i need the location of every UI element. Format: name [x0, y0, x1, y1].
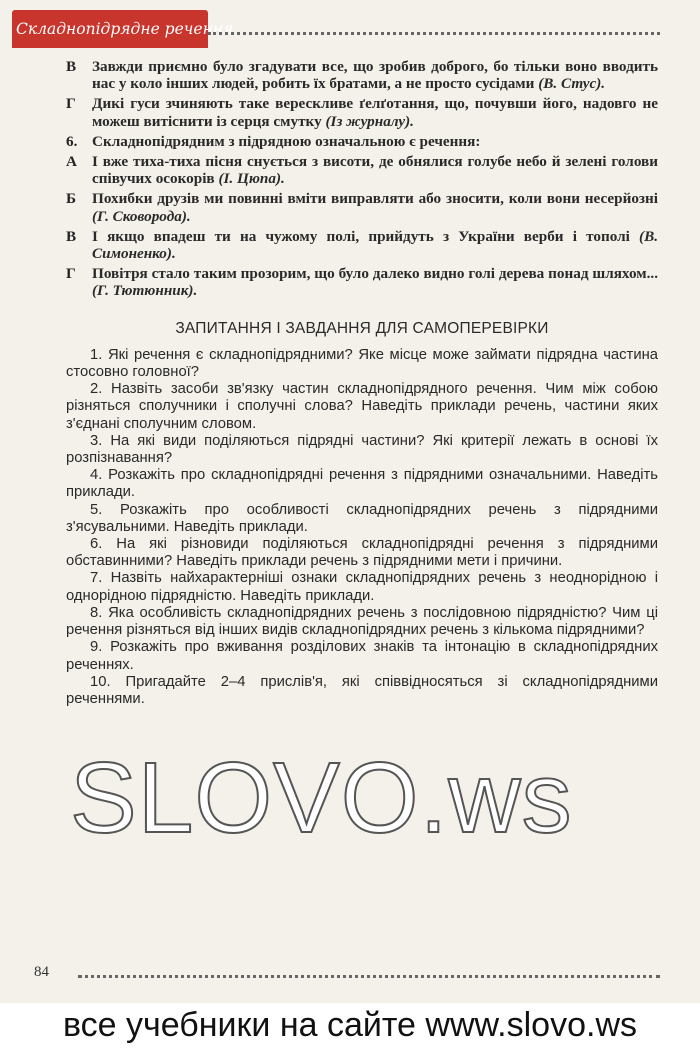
answer-option-a [66, 153, 658, 187]
question-6-heading [66, 133, 658, 150]
self-check-questions [66, 347, 658, 708]
option-label: Г [66, 265, 76, 283]
author-citation: (В. Симоненко). [92, 227, 658, 263]
question-item: 1. Які речення є складнопідрядними? Яке місце може займати підрядна частина стосовно головної? [66, 346, 658, 381]
sentence-text: Завжди приємно було згадувати все, що зробив доброго, бо тільки воно вводить нас у коло інших людей, робить їх братами, а не просто сусідами [92, 58, 658, 93]
option-label: Б [66, 190, 77, 208]
question-item: 2. Назвіть засоби зв'язку частин складнопідрядного речення. Чим між собою різняться сполучники і сполучні слова? Наведіть приклади речень, частини яких з'єднані сполучним словом. [66, 381, 658, 432]
option-label: Г [66, 95, 76, 113]
question-item: 4. Розкажіть про складнопідрядні речення з підрядними означальними. Наведіть приклади. [66, 467, 658, 501]
sentence-text: Похибки друзів ми повинні вміти виправляти або зносити, коли вони несерйозні [92, 190, 658, 208]
answer-option-h [66, 265, 658, 299]
author-citation: (Із журналу). [325, 112, 414, 130]
option-text [92, 153, 658, 187]
option-label: В [66, 58, 77, 75]
question-item: 10. Пригадайте 2–4 прислів'я, які співвідносяться зі складнопідрядними реченнями. [66, 673, 658, 707]
option-text [92, 190, 658, 224]
answer-option-v [66, 58, 658, 92]
site-banner: все учебники на сайте www.slovo.ws [0, 1003, 700, 1048]
footer-dotted-rule [78, 975, 660, 978]
author-citation: (І. Цюпа). [218, 170, 285, 188]
section-title: ЗАПИТАННЯ І ЗАВДАННЯ ДЛЯ САМОПЕРЕВІРКИ [175, 319, 549, 337]
question-title: Складнопідрядним з підрядною означальною є речення: [92, 132, 481, 150]
question-item: 8. Яка особливість складнопідрядних речень з послідовною підрядністю? Чим ці речення різняться від інших видів складнопідрядних речень з кількома підрядними? [66, 604, 658, 639]
watermark: SLOVO.ws [70, 742, 573, 854]
option-label: В [66, 227, 77, 245]
answer-option-b [66, 190, 658, 224]
answer-option-h [66, 95, 658, 129]
author-citation: (В. Стус). [538, 75, 606, 93]
section-header-tab: Складнопідрядне речення [12, 10, 208, 48]
header-dotted-rule [208, 32, 660, 35]
option-text [92, 95, 658, 129]
author-citation: (Г. Тютюнник). [92, 282, 198, 300]
question-item: 6. На які різновиди поділяються складнопідрядні речення з підрядними обставинними? Наведіть приклади речень з підрядними мети і причини. [66, 536, 658, 570]
sentence-text: Дикі гуси зчиняють таке верескливе ґелґотання, що, почувши його, надовго не можеш витіснити із серця смутку [92, 95, 658, 130]
question-item: 7. Назвіть найхарактерніші ознаки складнопідрядних речень з неоднорідною і однорідною підрядністю. Наведіть приклади. [66, 570, 658, 604]
question-item: 5. Розкажіть про особливості складнопідрядних речень з підрядними з'ясувальними. Наведіть приклади. [66, 501, 658, 535]
sentence-text: Повітря стало таким прозорим, що було далеко видно голі дерева понад шляхом... [92, 265, 658, 283]
page-content [66, 58, 658, 708]
option-text [92, 228, 658, 262]
author-citation: (Г. Сковорода). [92, 207, 191, 225]
page-number: 84 [34, 964, 49, 980]
option-label: А [66, 153, 77, 171]
question-item: 3. На які види поділяються підрядні частини? Які критерії лежать в основі їх розпізнавання? [66, 432, 658, 467]
sentence-text: І якщо впадеш ти на чужому полі, прийдуть з України верби і тополі [92, 227, 630, 245]
option-text [92, 265, 658, 299]
question-item: 9. Розкажіть про вживання розділових знаків та інтонацію в складнопідрядних реченнях. [66, 639, 658, 673]
answer-option-v [66, 228, 658, 262]
question-number: 6. [66, 132, 78, 150]
option-text [92, 58, 658, 92]
sentence-text: І вже тиха-тиха пісня снується з висоти, де обнялися голубе небо й зелені голови співучих осокорів [92, 153, 658, 188]
